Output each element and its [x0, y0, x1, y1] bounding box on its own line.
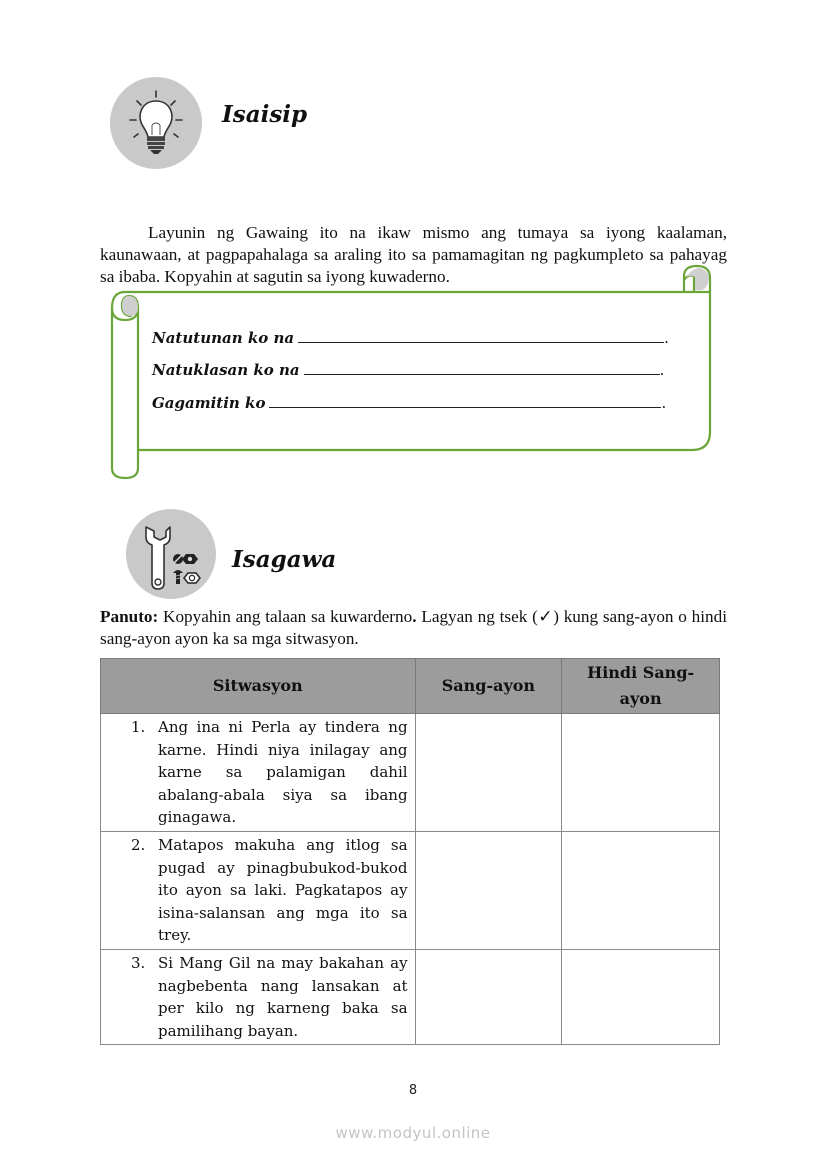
- situation-cell: [101, 949, 416, 1044]
- panuto-dot: .: [412, 607, 417, 626]
- table-row: [101, 831, 720, 949]
- section-title-isaisip: Isaisip: [222, 101, 308, 128]
- sang-ayon-cell[interactable]: [415, 831, 562, 949]
- sang-ayon-cell[interactable]: [415, 949, 562, 1044]
- tools-icon-badge: [126, 509, 216, 599]
- row-number: 3.: [131, 953, 146, 972]
- table-row: [101, 714, 720, 832]
- paragraph-text: Layunin ng Gawaing ito na ikaw mismo ang tumaya sa iyong kaalaman, kaunawaan, at pagpapahalaga sa araling ito sa pamamagitan ng pagkumpleto sa pahayag sa ibaba. Kopyahin at sagutin sa iyong kuwaderno.: [100, 223, 727, 286]
- panuto-instructions: [100, 606, 727, 650]
- watermark: www.modyul.online: [335, 1124, 491, 1142]
- row-number: 2.: [131, 835, 146, 854]
- header-hindi-sang-ayon: Hindi Sang-ayon: [562, 659, 720, 714]
- answer-blank[interactable]: [304, 360, 660, 375]
- page-number: 8: [408, 1083, 418, 1098]
- prompt-end: .: [661, 394, 667, 412]
- header-sang-ayon: Sang-ayon: [415, 659, 562, 714]
- answer-blank[interactable]: [269, 393, 661, 408]
- header-sitwasyon: Sitwasyon: [101, 659, 416, 714]
- row-number: 1.: [131, 718, 146, 736]
- panuto-text: Lagyan ng tsek (: [416, 607, 538, 626]
- sang-ayon-cell[interactable]: [415, 714, 562, 832]
- hindi-sang-ayon-cell[interactable]: [562, 949, 720, 1044]
- hindi-sang-ayon-cell[interactable]: [562, 714, 720, 832]
- lightbulb-icon: [110, 77, 202, 169]
- prompt-end: .: [664, 329, 669, 347]
- hindi-sang-ayon-cell[interactable]: [562, 831, 720, 949]
- answer-blank[interactable]: [298, 328, 664, 343]
- prompt-natuklasan: [152, 360, 664, 379]
- situation-cell: [101, 714, 416, 832]
- panuto-label: Panuto:: [100, 607, 159, 626]
- prompt-natutunan: [152, 328, 669, 347]
- panuto-text: ) kung sang-ayon o hindi sang-ayon ayon ka sa mga sitwasyon.: [100, 607, 728, 648]
- situation-text: Si Mang Gil na may bakahan ay nagbebenta nang lansakan at per kilo ng karneng baka sa pamilihang bayan.: [158, 953, 408, 1040]
- table-header-row: [101, 659, 720, 714]
- prompt-label: Natuklasan ko na: [152, 361, 300, 379]
- panuto-text: Kopyahin ang talaan sa kuwarderno: [158, 607, 413, 626]
- wrench-tools-icon: [126, 509, 216, 599]
- situation-cell: [101, 831, 416, 949]
- situation-text: Ang ina ni Perla ay tindera ng karne. Hindi niya inilagay ang karne sa palamigan dahil abalang-abala siya sa ibang ginagawa.: [158, 718, 408, 827]
- lightbulb-icon-badge: [110, 77, 202, 169]
- prompt-end: .: [659, 361, 665, 379]
- prompt-label: Gagamitin ko: [152, 394, 266, 412]
- section-title-isagawa: Isagawa: [232, 546, 337, 573]
- check-icon: ✓: [537, 607, 554, 627]
- prompt-label: Natutunan ko na: [152, 329, 295, 347]
- prompt-gagamitin: [152, 393, 666, 412]
- table-row: [101, 949, 720, 1044]
- situation-text: Matapos makuha ang itlog sa pugad ay pinagbubukod-bukod ito ayon sa laki. Pagkatapos ay isina-salansan ang mga ito sa trey.: [158, 835, 408, 945]
- situations-table: [100, 658, 720, 1045]
